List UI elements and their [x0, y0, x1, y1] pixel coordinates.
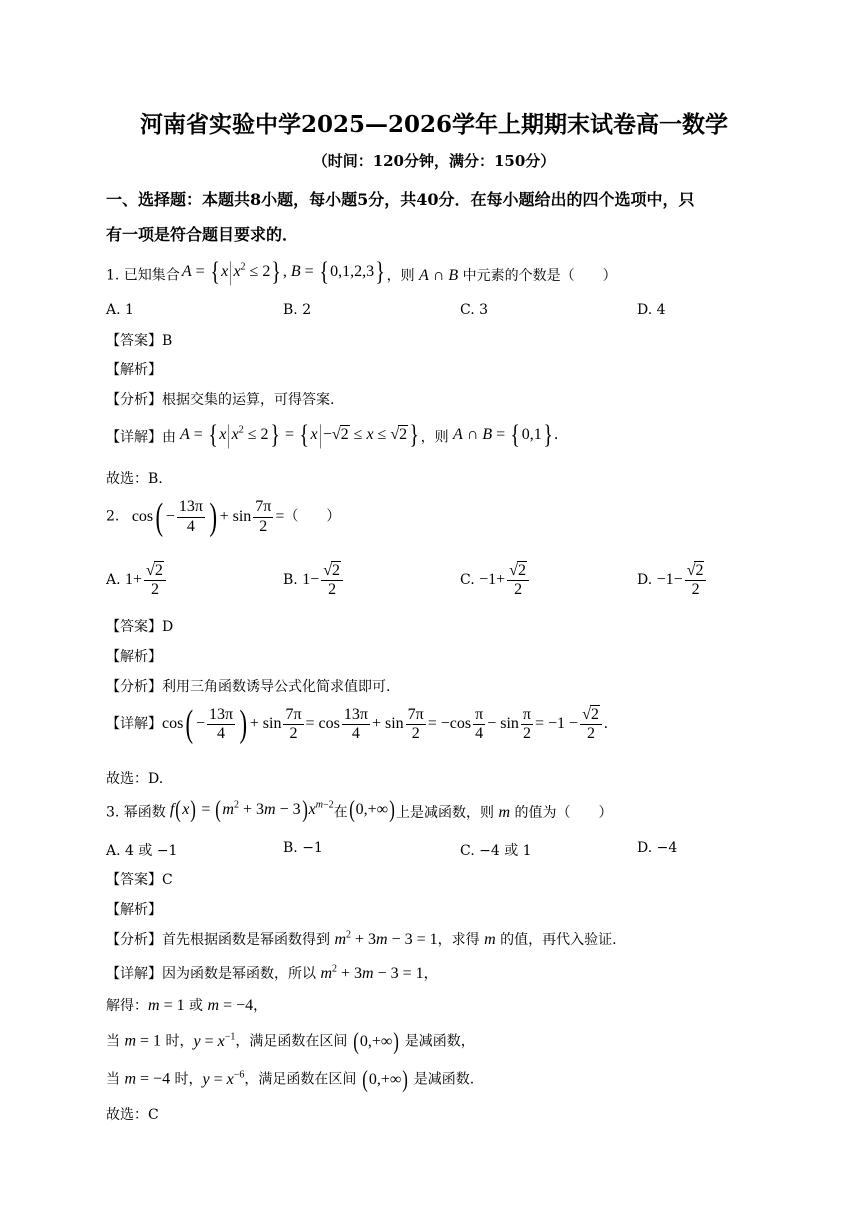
section-heading-line1: 一、选择题：本题共8小题，每小题5分，共40分．在每小题给出的四个选项中，只: [106, 190, 695, 209]
q3-brief: 【分析】首先根据函数是幂函数得到 $m^2 + 3m - 3 = 1$，求得 m 的值，再代入验证.: [106, 929, 617, 948]
q1-option-c: C. 3: [460, 302, 489, 318]
q2-answer: 【答案】D: [106, 619, 174, 635]
q3-option-a: A. 4 或 −1: [106, 843, 178, 859]
q1-option-b: B. 2: [283, 302, 312, 318]
question-3-stem: 3. 幂函数 $f(x) = (m^2 + 3m - 3)x^{m-2}$在(0,+∞)上是减函数，则 m 的值为（ ）: [106, 797, 613, 823]
q3-choose: 故选：C: [106, 1107, 159, 1123]
q3-solve: 解得：m = 1 或 m = −4，: [106, 997, 268, 1014]
question-2-stem: 2. cos( − $\frac{13\pi}{4}$ ) + sin $\frac{7\pi}{2}$ =（ ）: [106, 496, 341, 538]
q1-option-a: A. 1: [106, 302, 134, 318]
q1-option-d: D. 4: [637, 302, 666, 318]
q2-option-c: C. −1+ $\frac{√2}{2}$: [460, 561, 531, 600]
q3-case-1: 当 m = 1 时，$y = x^{-1}$，满足函数在区间 (0,+∞) 是减函数，: [106, 1029, 475, 1055]
q1-choose: 故选：B.: [106, 471, 163, 487]
q2-choose: 故选：D.: [106, 771, 164, 787]
q2-option-b: B. 1− $\frac{√2}{2}$: [283, 561, 345, 600]
q1-answer: 【答案】B: [106, 333, 173, 349]
q2-analysis-label: 【解析】: [106, 649, 162, 665]
q2-option-d: D. −1− $\frac{√2}{2}$: [637, 561, 708, 600]
q2-option-a: A. 1+ $\frac{√2}{2}$: [106, 561, 168, 600]
q3-case-2: 当 m = −4 时，$y = x^{-6}$，满足函数在区间 (0,+∞) 是减函数.: [106, 1067, 475, 1093]
q3-answer: 【答案】C: [106, 872, 173, 888]
q3-analysis-label: 【解析】: [106, 902, 162, 918]
q3-option-d: D. −4: [637, 840, 678, 856]
q1-detail: 【详解】由 $A = \{x|x^2 \le 2\} = \{x|-√2 \le x \le √2\}$ ，则 A ∩ B = {0,1}.: [106, 420, 559, 449]
q1-brief: 【分析】根据交集的运算，可得答案.: [106, 392, 335, 408]
page-title: 河南省实验中学2025—2026学年上期期末试卷高一数学: [139, 111, 729, 138]
q3-detail: 【详解】因为函数是幂函数，所以 $m^2 + 3m - 3 = 1$，: [106, 963, 438, 982]
section-heading-line2: 有一项是符合题目要求的．: [106, 225, 299, 244]
q2-detail: 【详解】cos( − $\frac{13\pi}{4}$ ) + sin $\frac{7\pi}{2}$ = cos $\frac{13\pi}{4}$ + sin $\frac{7\pi}{2}$ = −cos $\frac{\pi}{4}$ − sin $\frac{\pi}{2}$ = −1 − $\frac{√2}{2}$ .: [106, 703, 608, 746]
question-1-stem: 1. 已知集合 $A = \{x|x^2 \le 2\}$, B = {0,1,2,3} ，则 A ∩ B 中元素的个数是（ ）: [106, 257, 617, 286]
q3-option-c: C. −4 或 1: [460, 843, 532, 859]
q2-brief: 【分析】利用三角函数诱导公式化简求值即可.: [106, 679, 391, 695]
q3-option-b: B. −1: [283, 840, 323, 856]
q1-analysis-label: 【解析】: [106, 362, 162, 378]
exam-info: （时间：120分钟，满分：150分）: [312, 152, 556, 170]
